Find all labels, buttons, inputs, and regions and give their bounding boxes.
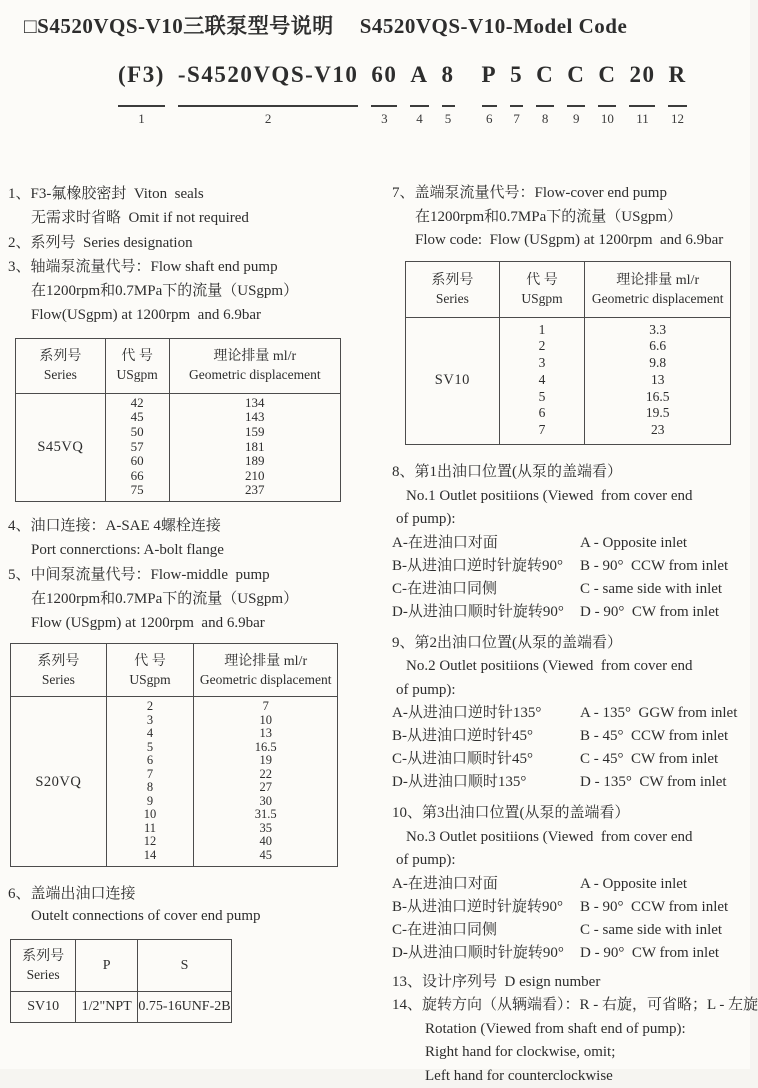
model-code-text: -S4520VQS-V10 (177, 62, 359, 87)
displacement-value: 19.5 (645, 405, 670, 421)
displacement-value: 237 (245, 482, 265, 498)
segment-underline (598, 105, 616, 107)
displacement-value: 23 (650, 422, 665, 438)
option-label-cn: C-在进油口同侧 (392, 580, 498, 597)
displacement-value: 134 (245, 394, 265, 410)
outlet-option-row (392, 555, 748, 578)
code-column-header: 代 号 USgpm (106, 644, 194, 697)
section-heading: 10、第3出油口位置(从泵的盖端看） (392, 805, 630, 822)
option-label-en: C - 45° CW from inlet (580, 751, 719, 768)
outlet-option-row (392, 601, 748, 624)
outlet-option-row (392, 702, 748, 725)
cover-end-flow-table (405, 261, 731, 446)
displacement-values (585, 317, 731, 445)
model-code-diagram (118, 60, 687, 127)
model-code-text: C (536, 62, 555, 87)
page-title (24, 10, 627, 40)
table-body-row (406, 317, 731, 445)
flow-code-value: 11 (144, 820, 157, 835)
middle-pump-flow-table (10, 643, 338, 867)
table-header-row (11, 940, 232, 992)
segment-number: 4 (416, 111, 423, 126)
displacement-column-header: 理论排量 ml/r Geometric displacement (194, 644, 338, 697)
page-title-cn: □S4520VQS-V10三联泵型号说明 (24, 14, 334, 38)
flow-code-value: 3 (538, 355, 546, 371)
flow-code-value: 45 (130, 409, 144, 425)
segment-number: 9 (573, 111, 580, 126)
segment-number: 12 (671, 111, 685, 126)
table-row (11, 992, 232, 1023)
option-label-cn: B-从进油口逆时针旋转90° (392, 557, 563, 574)
displacement-value: 3.3 (649, 321, 667, 337)
table-body-row (16, 393, 341, 501)
segment-underline (536, 105, 554, 107)
displacement-value: 30 (259, 793, 272, 808)
displacement-values (169, 393, 340, 501)
flow-code-value: 66 (130, 467, 144, 483)
flow-code-value: 4 (538, 371, 546, 387)
displacement-value: 7 (262, 699, 269, 714)
text-line: of pump): (396, 681, 456, 698)
model-code-text: (F3) (118, 62, 165, 87)
segment-underline (629, 105, 655, 107)
text-line: 在1200rpm和0.7MPa下的流量（USgpm） (31, 590, 299, 607)
displacement-value: 159 (245, 423, 265, 439)
flow-code-value: 42 (130, 394, 144, 410)
displacement-value: 35 (259, 820, 272, 835)
segment-number: 8 (541, 111, 549, 126)
text-line: Left hand for counterclockwise (425, 1067, 613, 1084)
flow-code-value: 1 (538, 321, 546, 337)
displacement-value: 31.5 (254, 807, 277, 822)
text-line: 7、盖端泵流量代号：Flow-cover end pump (392, 185, 667, 201)
series-name: S20VQ (11, 697, 107, 867)
displacement-value: 22 (259, 766, 272, 781)
displacement-value: 16.5 (645, 388, 670, 404)
text-line: 13、设计序列号 D esign number (392, 973, 601, 990)
s-port-value: 0.75-16UNF-2B (138, 992, 232, 1023)
text-line: 3、轴端泵流量代号：Flow shaft end pump (8, 258, 278, 275)
flow-code-value: 6 (146, 753, 154, 768)
displacement-value: 6.6 (649, 338, 667, 354)
flow-code-value: 50 (130, 423, 144, 439)
text-line: 在1200rpm和0.7MPa下的流量（USgpm） (31, 283, 299, 300)
option-label-en: A - Opposite inlet (580, 875, 688, 892)
right-column (392, 182, 758, 1088)
text-line: of pump): (396, 852, 456, 869)
displacement-value: 189 (245, 453, 265, 469)
flow-code-value: 2 (538, 338, 546, 354)
displacement-column-header: 理论排量 ml/r Geometric displacement (169, 338, 340, 393)
table-header-row (11, 644, 338, 697)
option-label-cn: C-从进油口顺时针45° (392, 751, 533, 768)
model-code-segment (629, 60, 655, 127)
text-line: No.1 Outlet positiions (Viewed from cover end (406, 487, 693, 504)
flow-code-value: 14 (143, 847, 157, 862)
p-column-header: P (76, 940, 138, 992)
page-title-en: S4520VQS-V10-Model Code (359, 14, 628, 38)
option-label-en: B - 90° CCW from inlet (580, 557, 729, 574)
flow-code-value: 7 (538, 422, 546, 438)
option-label-en: D - 90° CW from inlet (580, 603, 720, 620)
displacement-column-header: 理论排量 ml/r Geometric displacement (585, 261, 731, 317)
series-value: SV10 (11, 992, 76, 1023)
segment-number: 2 (264, 111, 272, 126)
segment-number: 3 (381, 111, 388, 126)
model-code-segment (410, 60, 428, 127)
table-body-row (11, 697, 338, 867)
segment-number: 5 (444, 111, 452, 126)
option-label-en: A - Opposite inlet (580, 534, 688, 551)
flow-code-value: 4 (146, 726, 154, 741)
displacement-value: 45 (259, 847, 272, 862)
displacement-value: 27 (259, 780, 272, 795)
flow-code-value: 5 (146, 739, 154, 754)
displacement-value: 181 (245, 438, 265, 454)
model-code-segment (118, 60, 165, 127)
segment-underline (410, 105, 428, 107)
flow-code-value: 6 (538, 405, 546, 421)
flow-code-value: 7 (146, 766, 154, 781)
model-code-segment (482, 60, 498, 127)
option-label-cn: D-从进油口顺时针旋转90° (392, 944, 564, 961)
text-line: Rotation (Viewed from shaft end of pump): (425, 1020, 686, 1037)
outlet-option-row (392, 748, 748, 771)
option-label-cn: B-从进油口逆时针45° (392, 728, 533, 745)
table-header-row (16, 338, 341, 393)
displacement-values (194, 697, 338, 867)
text-line: No.2 Outlet positiions (Viewed from cover end (406, 658, 693, 675)
segment-number: 7 (513, 111, 520, 126)
model-code-text: 5 (510, 62, 524, 87)
outlet-option-row (392, 873, 748, 896)
series-name: SV10 (406, 317, 500, 445)
option-label-en: A - 135° GGW from inlet (580, 705, 738, 722)
series-column-header: 系列号 Series (16, 338, 106, 393)
text-line: Flow code: Flow (USgpm) at 1200rpm and 6.9bar (415, 232, 724, 248)
segment-underline (567, 105, 585, 107)
flow-code-value: 10 (143, 807, 157, 822)
model-code-text: P (481, 62, 498, 87)
option-label-en: D - 90° CW from inlet (580, 944, 720, 961)
outlet-position-options (392, 873, 748, 965)
flow-code-value: 3 (146, 712, 154, 727)
flow-code-value: 8 (146, 780, 154, 795)
text-line: 14、旋转方向（从辆端看）：R - 右旋，可省略；L - 左旋 (392, 997, 758, 1014)
model-code-segment (510, 60, 523, 127)
outlet-option-row (392, 942, 748, 965)
option-label-cn: B-从进油口逆时针旋转90° (392, 898, 563, 915)
flow-code-value: 2 (146, 699, 154, 714)
series-name: S45VQ (16, 393, 106, 501)
option-label-en: C - same side with inlet (580, 580, 723, 597)
text-line: Flow(USgpm) at 1200rpm and 6.9bar (31, 307, 261, 324)
displacement-value: 9.8 (649, 355, 667, 371)
flow-code-value: 60 (130, 453, 144, 469)
segment-number: 1 (138, 111, 145, 126)
segment-number: 6 (486, 111, 493, 126)
displacement-value: 40 (259, 834, 272, 849)
segment-underline (371, 105, 397, 107)
model-code-segment (598, 60, 616, 127)
series-column-header: 系列号 Series (11, 644, 107, 697)
displacement-value: 19 (259, 753, 272, 768)
flow-code-values (499, 317, 585, 445)
text-line: Outelt connections of cover end pump (31, 908, 261, 925)
flow-code-values (106, 697, 194, 867)
model-code-text: A (410, 62, 429, 87)
option-label-en: B - 45° CCW from inlet (580, 728, 729, 745)
option-label-en: C - same side with inlet (580, 921, 723, 938)
shaft-end-flow-table (15, 338, 341, 502)
displacement-value: 13 (650, 371, 665, 387)
code-column-header: 代 号 USgpm (499, 261, 585, 317)
displacement-value: 13 (259, 726, 272, 741)
model-code-text: 60 (371, 62, 398, 87)
displacement-value: 10 (259, 712, 272, 727)
series-column-header: 系列号 Series (406, 261, 500, 317)
option-label-cn: D-从进油口顺时135° (392, 774, 527, 791)
flow-code-value: 57 (130, 438, 144, 454)
flow-code-values (105, 393, 169, 501)
flow-code-value: 12 (143, 834, 157, 849)
model-code-segment (442, 60, 455, 127)
option-label-cn: D-从进油口顺时针旋转90° (392, 603, 564, 620)
option-label-cn: A-在进油口对面 (392, 534, 498, 551)
outlet-option-row (392, 578, 748, 601)
text-line: Flow (USgpm) at 1200rpm and 6.9bar (31, 615, 265, 632)
option-label-en: B - 90° CCW from inlet (580, 898, 729, 915)
segment-number: 11 (636, 111, 649, 126)
text-line: Port connerctions: A-bolt flange (31, 542, 224, 559)
text-line: No.3 Outlet positiions (Viewed from cover end (406, 828, 693, 845)
model-code-segment (567, 60, 585, 127)
displacement-value: 16.5 (254, 739, 277, 754)
model-code-segment (178, 60, 359, 127)
text-line: 在1200rpm和0.7MPa下的流量（USgpm） (415, 208, 683, 225)
text-line: 无需求时省略 Omit if not required (31, 210, 249, 227)
model-code-text: C (598, 62, 617, 87)
flow-code-value: 9 (146, 793, 154, 808)
model-code-text: 20 (629, 62, 656, 87)
segment-underline (118, 105, 165, 107)
left-column (8, 182, 382, 1023)
flow-code-value: 75 (130, 482, 144, 498)
option-label-cn: A-从进油口逆时针135° (392, 705, 542, 722)
flow-code-value: 5 (538, 388, 546, 404)
outlet-position-options (392, 532, 748, 624)
section-heading: 9、第2出油口位置(从泵的盖端看） (392, 634, 622, 651)
model-code-segment (371, 60, 397, 127)
segment-underline (178, 105, 359, 107)
series-column-header: 系列号 Series (11, 940, 76, 992)
outlet-option-row (392, 919, 748, 942)
text-line: 1、F3-氟橡胶密封 Viton seals (8, 186, 204, 202)
outlet-option-row (392, 771, 748, 794)
segment-underline (510, 105, 523, 107)
outlet-option-row (392, 725, 748, 748)
model-code-text: C (567, 62, 586, 87)
s-column-header: S (138, 940, 232, 992)
segment-number: 10 (600, 111, 614, 126)
model-code-segment (668, 60, 686, 127)
displacement-value: 210 (245, 467, 265, 483)
text-line: 6、盖端出油口连接 (8, 886, 136, 903)
segment-underline (482, 105, 498, 107)
text-line: 4、油口连接：A-SAE 4螺栓连接 (8, 517, 221, 534)
outlet-option-row (392, 532, 748, 555)
text-line: Right hand for clockwise, omit; (425, 1044, 616, 1061)
outlet-position-options (392, 702, 748, 794)
model-code-text: 8 (441, 62, 455, 87)
outlet-option-row (392, 896, 748, 919)
segment-underline (668, 105, 686, 107)
option-label-en: D - 135° CW from inlet (580, 774, 727, 791)
option-label-cn: C-在进油口同侧 (392, 921, 498, 938)
segment-underline (442, 105, 455, 107)
cover-end-ports-table (10, 939, 232, 1023)
model-code-text: R (668, 62, 687, 87)
displacement-value: 143 (245, 409, 265, 425)
text-line: 2、系列号 Series designation (8, 234, 193, 251)
code-column-header: 代 号 USgpm (105, 338, 169, 393)
text-line: of pump): (396, 511, 456, 528)
section-heading: 8、第1出油口位置(从泵的盖端看） (392, 464, 622, 481)
table-header-row (406, 261, 731, 317)
model-code-segment (536, 60, 554, 127)
option-label-cn: A-在进油口对面 (392, 875, 498, 892)
text-line: 5、中间泵流量代号：Flow-middle pump (8, 566, 270, 583)
p-port-value: 1/2"NPT (76, 992, 138, 1023)
